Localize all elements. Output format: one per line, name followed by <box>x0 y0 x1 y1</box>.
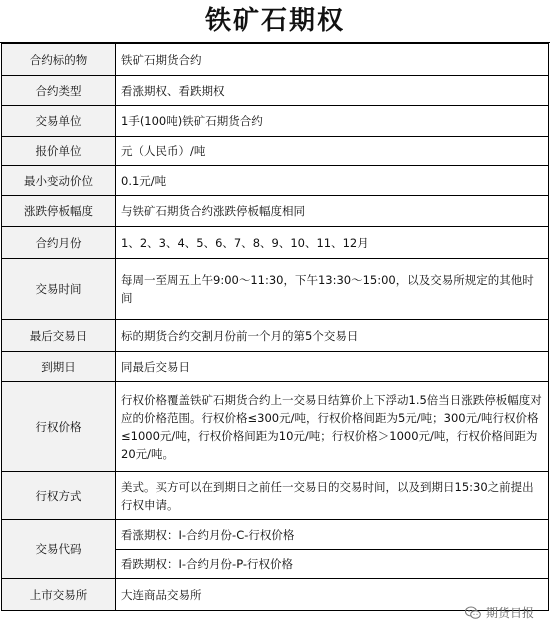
row-value: 看涨期权、看跌期权 <box>116 76 549 106</box>
table-row <box>2 320 549 352</box>
row-value: 0.1元/吨 <box>116 166 549 196</box>
row-label: 到期日 <box>2 352 116 382</box>
row-label: 最小变动价位 <box>2 166 116 196</box>
row-value: 看涨期权：I-合约月份-C-行权价格 <box>116 520 549 550</box>
row-value: 与铁矿石期货合约涨跌停板幅度相同 <box>116 196 549 227</box>
row-label: 交易时间 <box>2 259 116 320</box>
table-row <box>2 227 549 259</box>
row-value: 大连商品交易所 <box>116 579 549 611</box>
watermark-text: 期货日报 <box>485 606 534 620</box>
row-value: 1手(100吨)铁矿石期货合约 <box>116 106 549 137</box>
row-label: 行权价格 <box>2 382 116 472</box>
contract-spec-table <box>1 43 549 611</box>
row-label: 报价单位 <box>2 137 116 166</box>
row-label: 涨跌停板幅度 <box>2 196 116 227</box>
row-value: 1、2、3、4、5、6、7、8、9、10、11、12月 <box>116 227 549 259</box>
table-row <box>2 76 549 106</box>
table-row <box>2 44 549 76</box>
row-label: 交易单位 <box>2 106 116 137</box>
table-row <box>2 259 549 320</box>
wechat-icon <box>465 606 481 620</box>
table-row <box>2 106 549 137</box>
row-value: 行权价格覆盖铁矿石期货合约上一交易日结算价上下浮动1.5倍当日涨跌停板幅度对应的价格范围。行权价格≤300元/吨，行权价格间距为5元/吨；300元/吨行权价格≤1000元/吨，行权价格间距为10元/吨；行权价格＞1000元/吨，行权价格间距为20元/吨。 <box>116 382 549 472</box>
row-value: 每周一至周五上午9:00～11:30，下午13:30～15:00，以及交易所规定的其他时间 <box>116 259 549 320</box>
row-value: 美式。买方可以在到期日之前任一交易日的交易时间，以及到期日15:30之前提出行权申请。 <box>116 472 549 520</box>
row-label: 合约月份 <box>2 227 116 259</box>
row-label: 最后交易日 <box>2 320 116 352</box>
table-row <box>2 520 549 550</box>
row-value: 元（人民币）/吨 <box>116 137 549 166</box>
table-row <box>2 382 549 472</box>
row-label: 上市交易所 <box>2 579 116 611</box>
table-row <box>2 472 549 520</box>
row-label: 合约类型 <box>2 76 116 106</box>
table-row <box>2 196 549 227</box>
watermark <box>465 604 534 621</box>
table-row <box>2 137 549 166</box>
row-value: 看跌期权：I-合约月份-P-行权价格 <box>116 550 549 579</box>
table-row <box>2 166 549 196</box>
table-row <box>2 352 549 382</box>
row-label: 交易代码 <box>2 520 116 579</box>
page-title: 铁矿石期权 <box>0 0 550 43</box>
row-value: 标的期货合约交割月份前一个月的第5个交易日 <box>116 320 549 352</box>
row-label: 行权方式 <box>2 472 116 520</box>
row-value: 铁矿石期货合约 <box>116 44 549 76</box>
row-label: 合约标的物 <box>2 44 116 76</box>
row-value: 同最后交易日 <box>116 352 549 382</box>
